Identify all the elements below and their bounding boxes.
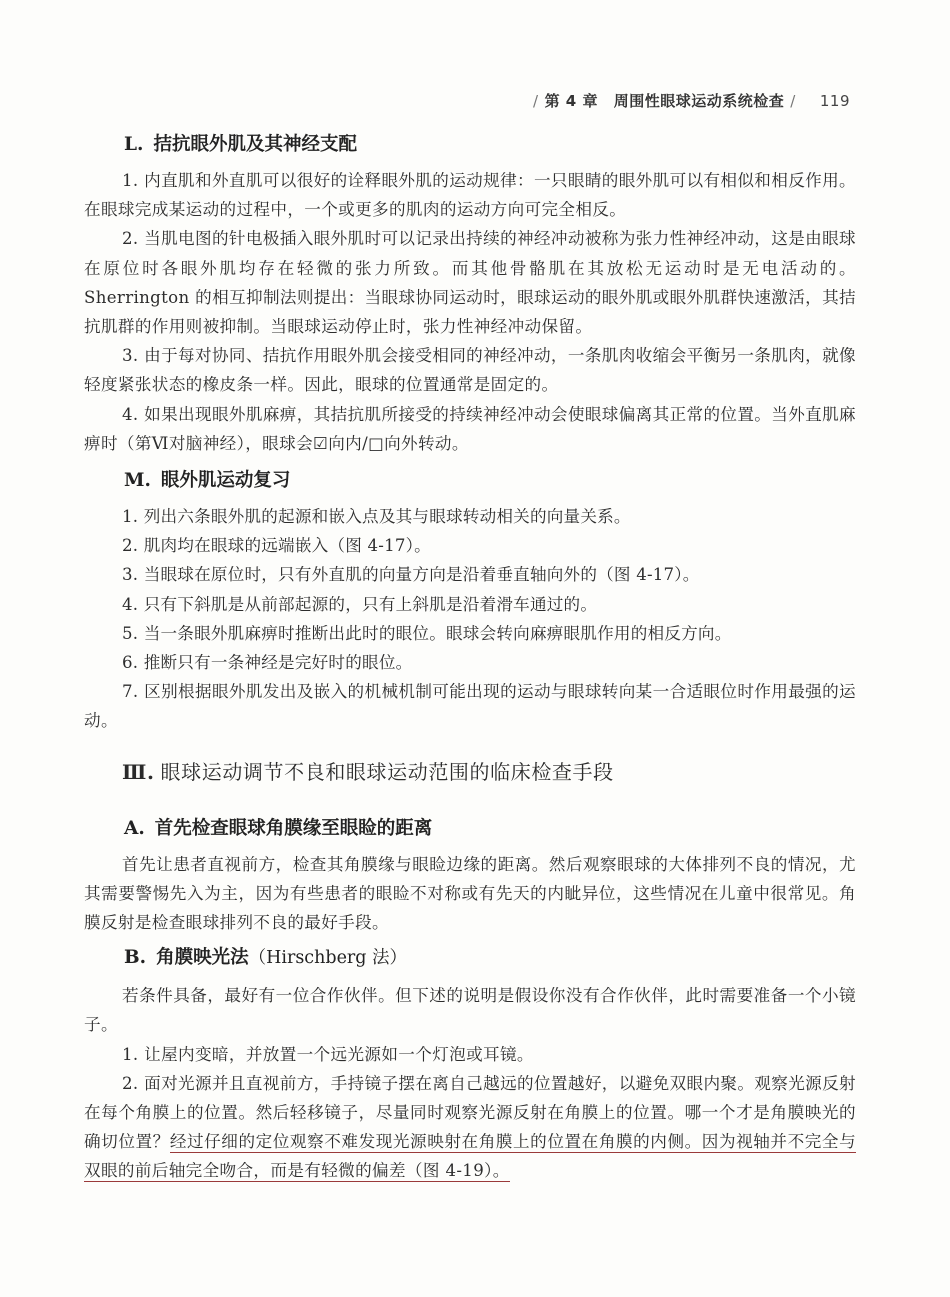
paragraph: 1. 内直肌和外直肌可以很好的诠释眼外肌的运动规律：一只眼睛的眼外肌可以有相似和相反作用。在眼球完成某运动的过程中，一个或更多的肌肉的运动方向可完全相反。	[84, 171, 856, 220]
section-heading-b	[84, 941, 856, 975]
running-header	[527, 90, 850, 111]
page-number: 119	[819, 92, 850, 110]
paragraph: 4. 如果出现眼外肌麻痹，其拮抗肌所接受的持续神经冲动会使眼球偏离其正常的位置。当外直肌麻痹时（第Ⅵ对脑神经），眼球会☑向内/□向外转动。	[84, 404, 856, 453]
paragraph: 3. 由于每对协同、拮抗作用眼外肌会接受相同的神经冲动，一条肌肉收缩会平衡另一条肌肉，就像轻度紧张状态的橡皮条一样。因此，眼球的位置通常是固定的。	[84, 346, 856, 395]
list-item: 5. 当一条眼外肌麻痹时推断出此时的眼位。眼球会转向麻痹眼肌作用的相反方向。	[122, 623, 732, 643]
section-letter: A.	[124, 817, 145, 839]
paragraph: 若条件具备，最好有一位合作伙伴。但下述的说明是假设你没有合作伙伴，此时需要准备一个小镜子。	[84, 986, 856, 1035]
part-title: 眼球运动调节不良和眼球运动范围的临床检查手段	[160, 759, 614, 784]
paragraph	[84, 1069, 856, 1186]
paragraph: 2. 当肌电图的针电极插入眼外肌时可以记录出持续的神经冲动被称为张力性神经冲动，这是由眼球在原位时各眼外肌均存在轻微的张力所致。而其他骨骼肌在其放松无运动时是无电活动的。Sherrington 的相互抑制法则提出：当眼球协同运动时，眼球运动的眼外肌或眼外肌群快速激活，其拮抗肌群的作用则被抑制。当眼球运动停止时，张力性神经冲动保留。	[84, 229, 856, 337]
page-body	[84, 128, 856, 1186]
section-heading-a	[84, 812, 856, 846]
list-item: 1. 列出六条眼外肌的起源和嵌入点及其与眼球转动相关的向量关系。	[122, 507, 631, 527]
chapter-title: 周围性眼球运动系统检查	[613, 92, 785, 110]
section-title: 拮抗眼外肌及其神经支配	[153, 134, 357, 155]
part-heading-iii	[84, 754, 856, 790]
underlined-text: 经过仔细的定位观察不难发现光源映射在角膜上的位置在角膜的内侧。因为视轴并不完全与双眼的前后轴完全吻合，而是有轻微的偏差（图 4-19）。	[84, 1132, 857, 1181]
paragraph: 首先让患者直视前方，检查其角膜缘与眼睑边缘的距离。然后观察眼球的大体排列不良的情况，尤其需要警惕先入为主，因为有些患者的眼睑不对称或有先天的内眦异位，这些情况在儿童中很常见。角膜反射是检查眼球排列不良的最好手段。	[84, 854, 856, 933]
part-numeral: Ⅲ.	[122, 759, 155, 784]
chapter-label: 第 4 章	[544, 92, 598, 110]
section-letter: B.	[124, 947, 147, 969]
section-title: 角膜映光法	[156, 947, 249, 969]
header-separator: /	[533, 92, 539, 110]
list-item: 4. 只有下斜肌是从前部起源的，只有上斜肌是沿着滑车通过的。	[122, 594, 598, 614]
section-title: 首先检查眼球角膜缘至眼睑的距离	[154, 817, 433, 839]
section-heading-m	[84, 464, 856, 498]
paragraph: 1. 让屋内变暗，并放置一个远光源如一个灯泡或耳镜。	[122, 1044, 534, 1064]
list-item: 3. 当眼球在原位时，只有外直肌的向量方向是沿着垂直轴向外的（图 4-17）。	[122, 565, 700, 585]
paragraph-text: 2. 面对光源并且直视前方，手持镜子摆在离自己越远的位置越好，以避免双眼内聚。观察光源反射在每个角膜上的位置。然后轻移镜子，尽量同时观察光源反射在角膜上的位置。哪一个才是角膜映光的确切位置？	[84, 1073, 856, 1152]
section-letter: M.	[124, 470, 151, 492]
header-separator: /	[790, 92, 796, 110]
list-item: 6. 推断只有一条神经是完好时的眼位。	[122, 653, 413, 673]
section-title: 眼外肌运动复习	[160, 470, 291, 492]
section-title-suffix: （Hirschberg 法）	[248, 948, 408, 969]
section-heading-l	[84, 128, 856, 162]
section-letter: L.	[124, 134, 144, 155]
list-item: 2. 肌肉均在眼球的远端嵌入（图 4-17）。	[122, 536, 431, 556]
list-item: 7. 区别根据眼外肌发出及嵌入的机械机制可能出现的运动与眼球转向某一合适眼位时作用最强的运动。	[84, 682, 856, 731]
